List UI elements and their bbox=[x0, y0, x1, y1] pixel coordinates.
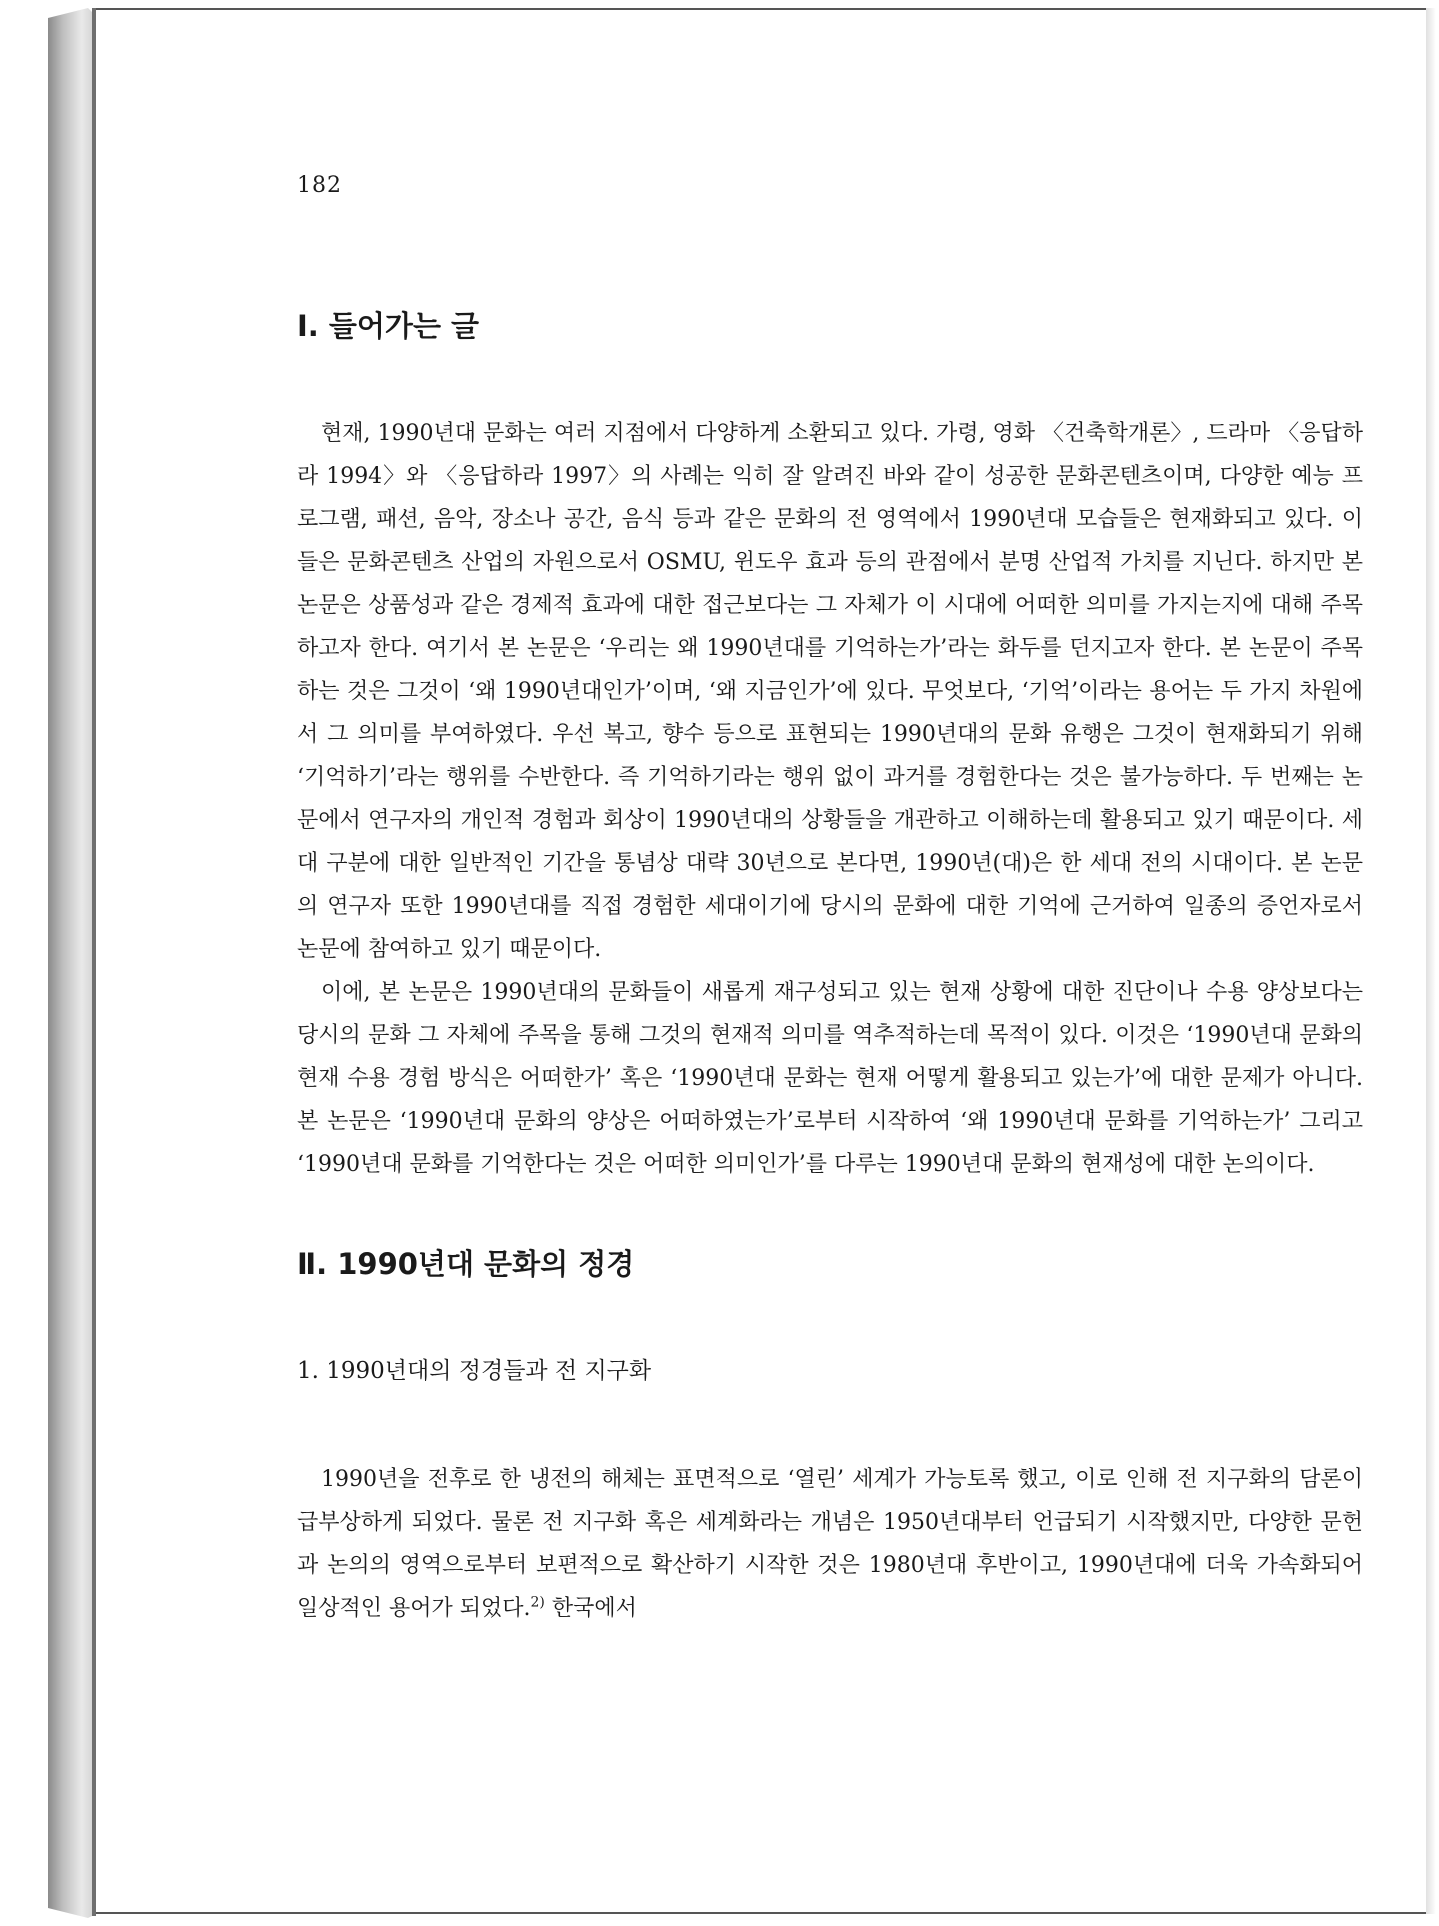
page-number: 182 bbox=[297, 173, 342, 198]
book-spine bbox=[48, 8, 96, 1918]
section2-paragraph-text: 1990년을 전후로 한 냉전의 해체는 표면적으로 ‘열린’ 세계가 가능토록 했고, 이로 인해 전 지구화의 담론이 급부상하게 되었다. 물론 전 지구화 혹은 세계화라는 개념은 1950년대부터 언급되기 시작했지만, 다양한 문헌과 논의의 영역으로부터 보편적으로 확산하기 시작한 것은 1980년대 후반이고, 1990년대에 더욱 가속화되어 일상적인 용어가 되었다. bbox=[297, 1467, 1363, 1621]
intro-paragraph-1: 현재, 1990년대 문화는 여러 지점에서 다양하게 소환되고 있다. 가령, 영화 〈건축학개론〉, 드라마 〈응답하라 1994〉와 〈응답하라 1997〉의 사례는 익히 잘 알려진 바와 같이 성공한 문화콘텐츠이며, 다양한 예능 프로그램, 패션, 음악, 장소나 공간, 음식 등과 같은 문화의 전 영역에서 1990년대 모습들은 현재화되고 있다. 이들은 문화콘텐츠 산업의 자원으로서 OSMU, 윈도우 효과 등의 관점에서 분명 산업적 가치를 지닌다. 하지만 본 논문은 상품성과 같은 경제적 효과에 대한 접근보다는 그 자체가 이 시대에 어떠한 의미를 가지는지에 대해 주목하고자 한다. 여기서 본 논문은 ‘우리는 왜 1990년대를 기억하는가’라는 화두를 던지고자 한다. 본 논문이 주목하는 것은 그것이 ‘왜 1990년대인가’이며, ‘왜 지금인가’에 있다. 무엇보다, ‘기억’이라는 용어는 두 가지 차원에서 그 의미를 부여하였다. 우선 복고, 향수 등으로 표현되는 1990년대의 문화 유행은 그것이 현재화되기 위해 ‘기억하기’라는 행위를 수반한다. 즉 기억하기라는 행위 없이 과거를 경험한다는 것은 불가능하다. 두 번째는 논문에서 연구자의 개인적 경험과 회상이 1990년대의 상황들을 개관하고 이해하는데 활용되고 있기 때문이다. 세대 구분에 대한 일반적인 기간을 통념상 대략 30년으로 본다면, 1990년(대)은 한 세대 전의 시대이다. 본 논문의 연구자 또한 1990년대를 직접 경험한 세대이기에 당시의 문화에 대한 기억에 근거하여 일종의 증언자로서 논문에 참여하고 있기 때문이다. bbox=[297, 421, 1363, 962]
page-shadow bbox=[1426, 8, 1436, 1914]
page-content bbox=[297, 160, 1363, 1630]
section2-paragraph-tail: 한국에서 bbox=[544, 1596, 637, 1621]
subsection-heading: 1. 1990년대의 정경들과 전 지구화 bbox=[297, 1358, 652, 1384]
section2-paragraph bbox=[297, 1458, 1363, 1630]
section-heading-introduction: Ⅰ. 들어가는 글 bbox=[297, 309, 480, 343]
footnote-reference[interactable]: 2) bbox=[530, 1594, 545, 1611]
intro-paragraph-2: 이에, 본 논문은 1990년대의 문화들이 새롭게 재구성되고 있는 현재 상황에 대한 진단이나 수용 양상보다는 당시의 문화 그 자체에 주목을 통해 그것의 현재적 의미를 역추적하는데 목적이 있다. 이것은 ‘1990년대 문화의 현재 수용 경험 방식은 어떠한가’ 혹은 ‘1990년대 문화는 현재 어떻게 활용되고 있는가’에 대한 문제가 아니다. 본 논문은 ‘1990년대 문화의 양상은 어떠하였는가’로부터 시작하여 ‘왜 1990년대 문화를 기억하는가’ 그리고 ‘1990년대 문화를 기억한다는 것은 어떠한 의미인가’를 다루는 1990년대 문화의 현재성에 대한 논의이다. bbox=[297, 980, 1363, 1177]
book-page bbox=[96, 8, 1426, 1914]
section-heading-1990s-culture: Ⅱ. 1990년대 문화의 정경 bbox=[297, 1247, 635, 1281]
